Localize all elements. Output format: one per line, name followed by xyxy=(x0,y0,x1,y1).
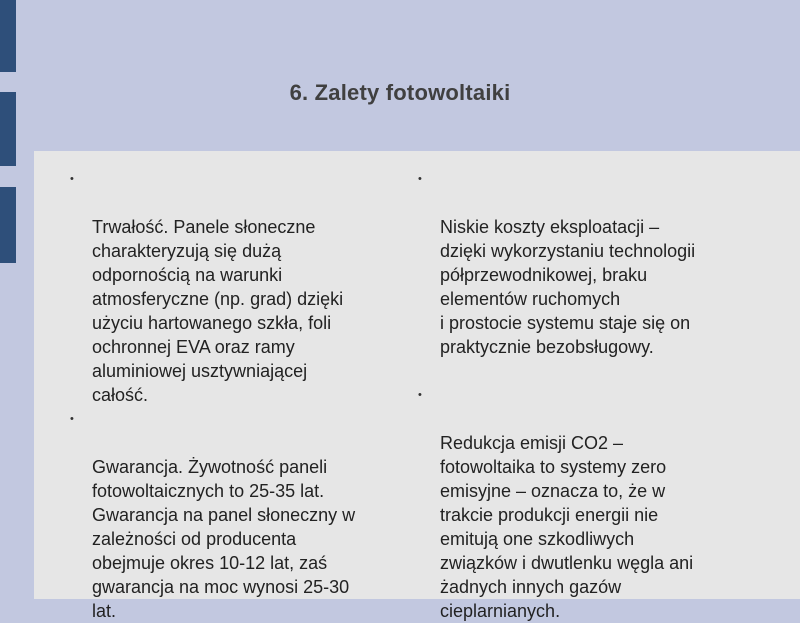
right-column xyxy=(416,167,756,623)
bullet-warranty xyxy=(68,407,408,623)
bullet-icon: • xyxy=(418,173,422,185)
bullet-text: Redukcja emisji CO2 – fotowoltaika to systemy zero emisyjne – oznacza to, że w trakcie produkcji energii nie emitują one szkodliwych związków i dwutlenku węgla ani żadnych innych gazów cieplarnianych. xyxy=(440,433,694,621)
bullet-emission-reduction xyxy=(416,383,756,623)
bullet-icon: • xyxy=(418,389,422,401)
decor-bar-bottom xyxy=(0,187,16,263)
bullet-low-costs xyxy=(416,167,756,359)
bullet-text: Trwałość. Panele słoneczne charakteryzują się dużą odpornością na warunki atmosferyczne (np. grad) dzięki użyciu hartowanego szkła, foli ochronnej EVA oraz ramy aluminiowej usztywniającej całość. xyxy=(92,217,344,405)
slide-title: 6. Zalety fotowoltaiki xyxy=(289,80,511,105)
left-column xyxy=(68,167,408,623)
bullet-durability xyxy=(68,167,408,407)
bullet-text: Gwarancja. Żywotność paneli fotowoltaicznych to 25-35 lat. Gwarancja na panel słoneczny w zależności od producenta obejmuje okres 10-12 lat, zaś gwarancja na moc wynosi 25-30 lat. xyxy=(92,457,356,621)
content-panel xyxy=(34,151,800,621)
bullet-text: Niskie koszty eksploatacji – dzięki wykorzystaniu technologii półprzewodnikowej, braku elementów ruchomych i prostocie systemu staje się on praktycznie bezobsługowy. xyxy=(440,217,696,357)
decor-bar-top xyxy=(0,0,16,72)
bullet-icon: • xyxy=(70,173,74,185)
bullet-icon: • xyxy=(70,413,74,425)
